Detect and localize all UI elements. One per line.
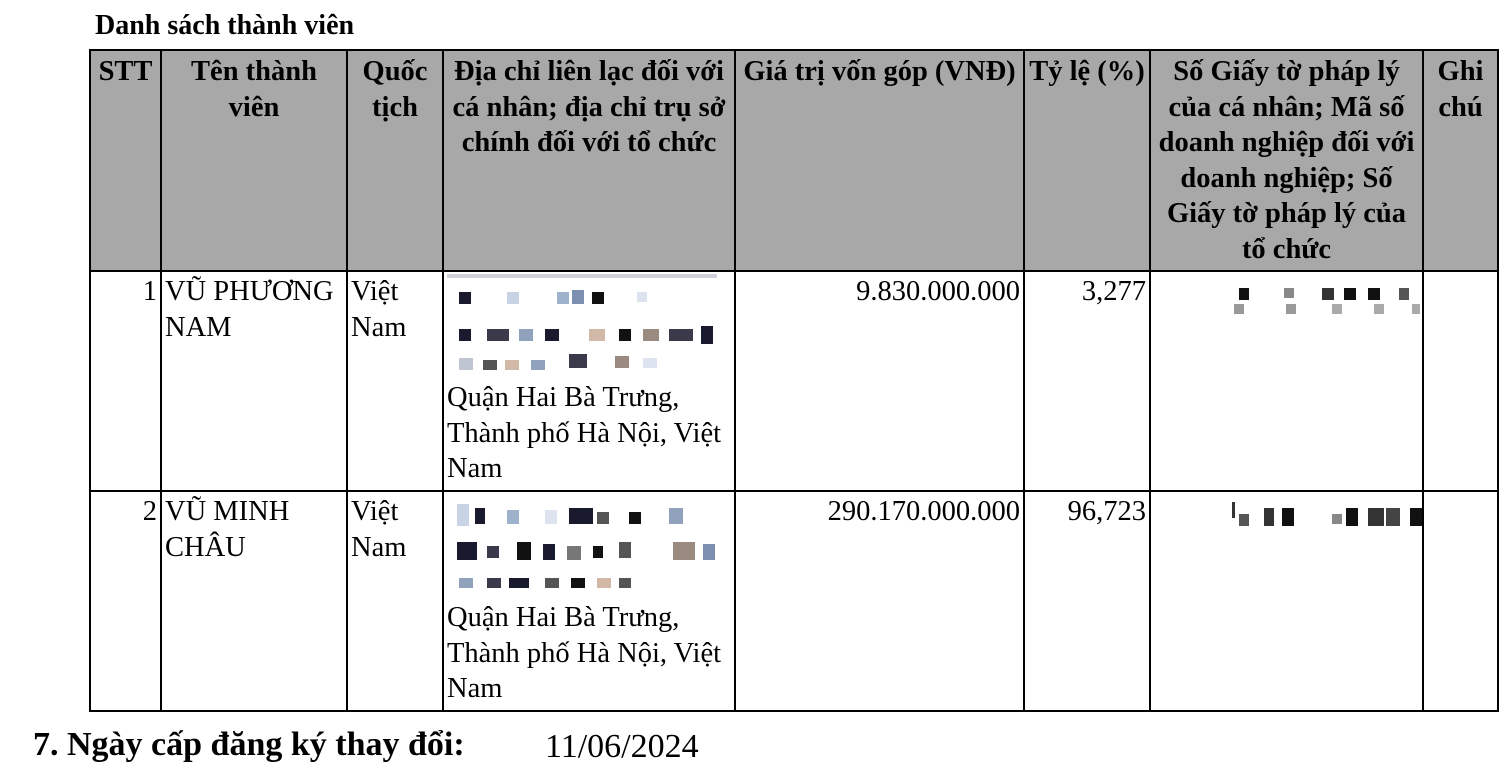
row-note xyxy=(1423,491,1498,711)
header-legal-doc: Số Giấy tờ pháp lý của cá nhân; Mã số doanh nghiệp đối với doanh nghiệp; Số Giấy tờ pháp lý của tổ chức xyxy=(1150,50,1423,271)
legal-doc-redaction xyxy=(1154,274,1419,314)
table-row xyxy=(90,491,1498,711)
header-note: Ghi chú xyxy=(1423,50,1498,271)
address-redaction xyxy=(447,494,731,600)
header-member-name: Tên thành viên xyxy=(161,50,347,271)
row-member-name: VŨ PHƯƠNG NAM xyxy=(161,271,347,491)
row-address xyxy=(443,271,735,491)
table-header-row xyxy=(90,50,1498,271)
row-note xyxy=(1423,271,1498,491)
row-capital: 9.830.000.000 xyxy=(735,271,1024,491)
table-row xyxy=(90,271,1498,491)
header-ratio: Tỷ lệ (%) xyxy=(1024,50,1150,271)
change-registration-date-value: 11/06/2024 xyxy=(545,728,699,765)
legal-doc-redaction xyxy=(1154,494,1419,534)
members-table xyxy=(89,49,1499,712)
row-nationality: Việt Nam xyxy=(347,271,443,491)
address-redaction xyxy=(447,274,731,380)
row-stt: 1 xyxy=(90,271,161,491)
row-capital: 290.170.000.000 xyxy=(735,491,1024,711)
row-nationality: Việt Nam xyxy=(347,491,443,711)
change-registration-date-label: 7. Ngày cấp đăng ký thay đổi: xyxy=(33,726,465,763)
address-visible-text: Quận Hai Bà Trưng, Thành phố Hà Nội, Việt Nam xyxy=(447,382,722,484)
row-legal-doc xyxy=(1150,491,1423,711)
header-address: Địa chỉ liên lạc đối với cá nhân; địa chỉ trụ sở chính đối với tổ chức xyxy=(443,50,735,271)
row-ratio: 3,277 xyxy=(1024,271,1150,491)
row-member-name: VŨ MINH CHÂU xyxy=(161,491,347,711)
row-address xyxy=(443,491,735,711)
address-visible-text: Quận Hai Bà Trưng, Thành phố Hà Nội, Việt Nam xyxy=(447,602,722,704)
row-stt: 2 xyxy=(90,491,161,711)
row-legal-doc xyxy=(1150,271,1423,491)
header-stt: STT xyxy=(90,50,161,271)
header-nationality: Quốc tịch xyxy=(347,50,443,271)
header-capital: Giá trị vốn góp (VNĐ) xyxy=(735,50,1024,271)
row-ratio: 96,723 xyxy=(1024,491,1150,711)
section-title: Danh sách thành viên xyxy=(95,10,355,41)
